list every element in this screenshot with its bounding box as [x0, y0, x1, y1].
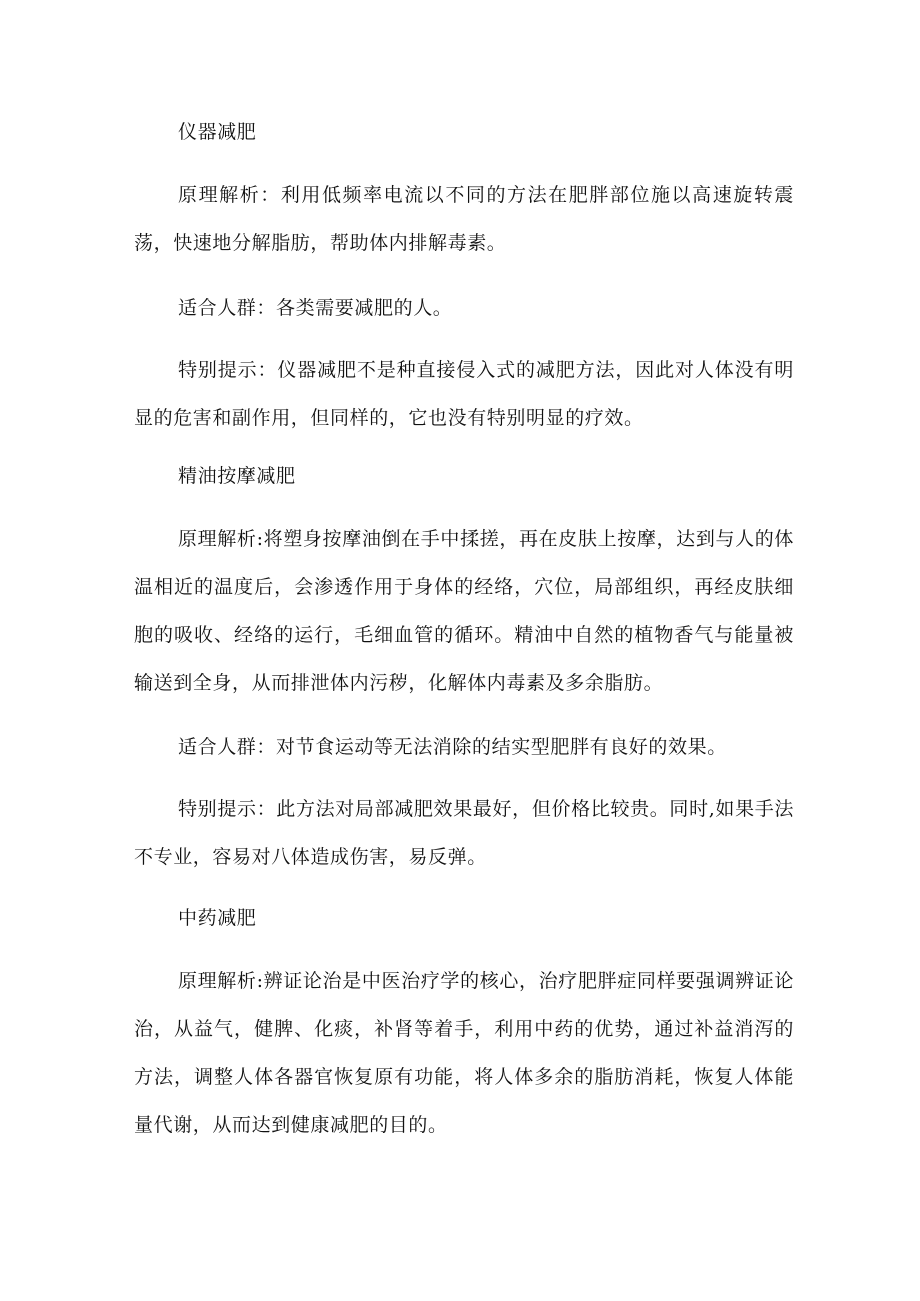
- section-tip-instrument: 特别提示：仪器减肥不是种直接侵入式的减肥方法，因此对人体没有明显的危害和副作用，但同样的，它也没有特别明显的疗效。: [134, 359, 794, 429]
- section-audience-essential-oil: 适合人群：对节食运动等无法消除的结实型肥胖有良好的效果。: [178, 736, 727, 758]
- section-audience-instrument: 适合人群：各类需要减肥的人。: [178, 297, 453, 319]
- section-principle-instrument: 原理解析：利用低频率电流以不同的方法在肥胖部位施以高速旋转震荡，快速地分解脂肪，帮助体内排解毒素。: [134, 184, 794, 254]
- section-principle-chinese-medicine: 原理解析:辨证论治是中医治疗学的核心，治疗肥胖症同样要强调辨证论治，从益气，健脾、化痰，补肾等着手，利用中药的优势，通过补益消泻的方法，调整人体各器官恢复原有功能，将人体多余的脂肪消耗，恢复人体能量代谢，从而达到健康减肥的目的。: [134, 970, 794, 1136]
- section-title-essential-oil: 精油按摩减肥: [178, 465, 296, 487]
- section-tip-essential-oil: 特别提示：此方法对局部减肥效果最好，但价格比较贵。同时,如果手法不专业，容易对八体造成伤害，易反弹。: [134, 798, 794, 868]
- section-principle-essential-oil: 原理解析:将塑身按摩油倒在手中揉搓，再在皮肤上按摩，达到与人的体温相近的温度后，会渗透作用于身体的经络，穴位，局部组织，再经皮肤细胞的吸收、经络的运行，毛细血管的循环。精油中自然的植物香气与能量被输送到全身，从而排泄体内污秽，化解体内毒素及多余脂肪。: [134, 528, 794, 694]
- section-title-chinese-medicine: 中药减肥: [178, 907, 257, 929]
- section-title-instrument: 仪器减肥: [178, 121, 257, 143]
